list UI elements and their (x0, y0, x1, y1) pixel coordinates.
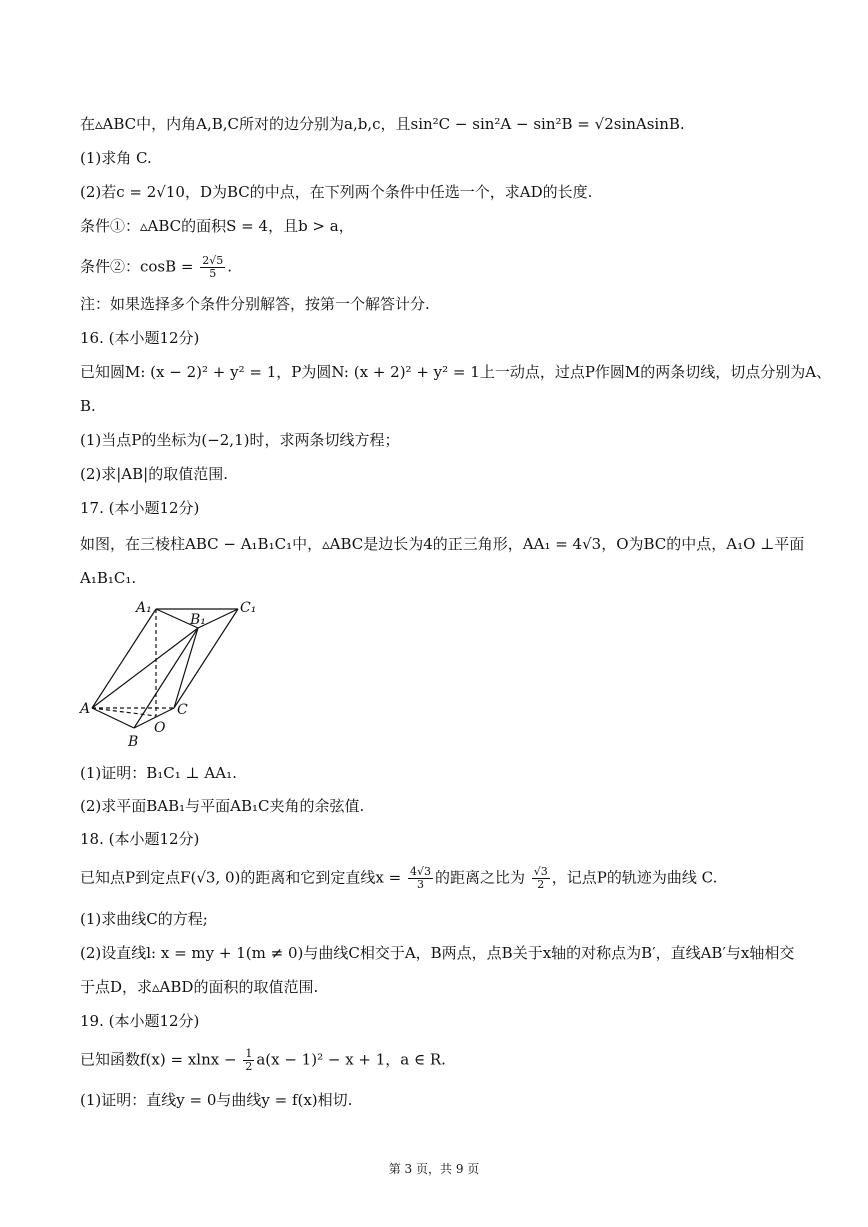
q17-part2: (2)求平面BAB₁与平面AB₁C夹角的余弦值. (80, 797, 365, 815)
label-b1: B₁ (190, 612, 206, 628)
q18-stem (80, 866, 717, 891)
q19-header: 19. (本小题12分) (80, 1012, 200, 1030)
q15-cosb-fraction (200, 255, 225, 280)
q16-part2: (2)求|AB|的取值范围. (80, 465, 228, 483)
q17-header: 17. (本小题12分) (80, 499, 200, 517)
q16-part1: (1)当点P的坐标为(−2,1)时，求两条切线方程； (80, 431, 400, 449)
q18-stem-part-c: ，记点P的轨迹为曲线 C. (551, 868, 718, 887)
q18-ratio-fraction (532, 866, 550, 891)
q19-stem-part-b: a(x − 1)² − x + 1，a ∈ R. (256, 1050, 446, 1069)
label-b: B (128, 734, 139, 750)
edge-b-b1 (134, 628, 198, 728)
q15-condition2-prefix: 条件②：cosB = (80, 257, 194, 276)
q17-part1: (1)证明：B₁C₁ ⊥ AA₁. (80, 764, 237, 782)
label-a: A (80, 701, 91, 717)
q19-stem (80, 1048, 446, 1073)
fraction-numerator: 4√3 (409, 865, 431, 878)
label-c1: C₁ (240, 600, 257, 616)
label-a1: A₁ (136, 600, 152, 616)
q18-part2-line1: (2)设直线l: x = my + 1(m ≠ 0)与曲线C相交于A，B两点，点B关于x轴的对称点为B′，直线AB′与x轴相交 (80, 944, 795, 962)
q15-intro: 在▵ABC中，内角A,B,C所对的边分别为a,b,c，且sin²C − sin²A − sin²B = √2sinAsinB. (80, 115, 685, 133)
prism-figure (78, 596, 278, 756)
q16-stem-line2: B. (80, 397, 96, 415)
fraction-denominator: 5 (209, 267, 217, 280)
q18-part2-line2: 于点D，求▵ABD的面积的取值范围. (80, 978, 319, 996)
q19-stem-part-a: 已知函数f(x) = xlnx − (80, 1050, 237, 1069)
fraction-numerator: 1 (245, 1047, 253, 1060)
q15-part1: (1)求角 C. (80, 149, 152, 167)
label-o: O (154, 720, 166, 736)
page-footer: 第 3 页，共 9 页 (388, 1162, 480, 1176)
q15-note: 注：如果选择多个条件分别解答，按第一个解答计分. (80, 295, 430, 313)
label-c: C (177, 702, 188, 718)
q18-stem-part-a: 已知点P到定点F(√3, 0)的距离和它到定直线x = (80, 868, 402, 887)
q17-stem-line2: A₁B₁C₁. (80, 569, 137, 587)
q18-line-fraction (408, 866, 433, 891)
edge-c-b1 (174, 628, 198, 708)
q18-header: 18. (本小题12分) (80, 830, 200, 848)
q15-condition2 (80, 255, 232, 280)
q16-stem-line1: 已知圆M: (x − 2)² + y² = 1，P为圆N: (x + 2)² + y² = 1上一动点，过点P作圆M的两条切线，切点分别为A、 (80, 363, 832, 381)
q15-part2: (2)若c = 2√10，D为BC的中点，在下列两个条件中任选一个，求AD的长度. (80, 183, 593, 201)
fraction-denominator: 2 (537, 878, 545, 891)
edge-a-a1 (92, 609, 156, 708)
q15-condition2-suffix: . (227, 257, 233, 276)
fraction-denominator: 2 (245, 1060, 253, 1073)
q19-half-fraction (243, 1048, 254, 1073)
q15-condition1: 条件①：▵ABC的面积S = 4，且b > a， (80, 217, 354, 235)
q18-stem-part-b: 的距离之比为 (434, 868, 525, 887)
q18-part1: (1)求曲线C的方程; (80, 910, 208, 928)
q16-header: 16. (本小题12分) (80, 329, 200, 347)
fraction-numerator: √3 (533, 865, 548, 878)
fraction-denominator: 3 (416, 878, 424, 891)
q19-part1: (1)证明：直线y = 0与曲线y = f(x)相切. (80, 1091, 353, 1109)
q17-stem-line1: 如图，在三棱柱ABC − A₁B₁C₁中，▵ABC是边长为4的正三角形，AA₁ = 4√3，O为BC的中点，A₁O ⊥平面 (80, 535, 805, 553)
fraction-numerator: 2√5 (202, 254, 224, 267)
